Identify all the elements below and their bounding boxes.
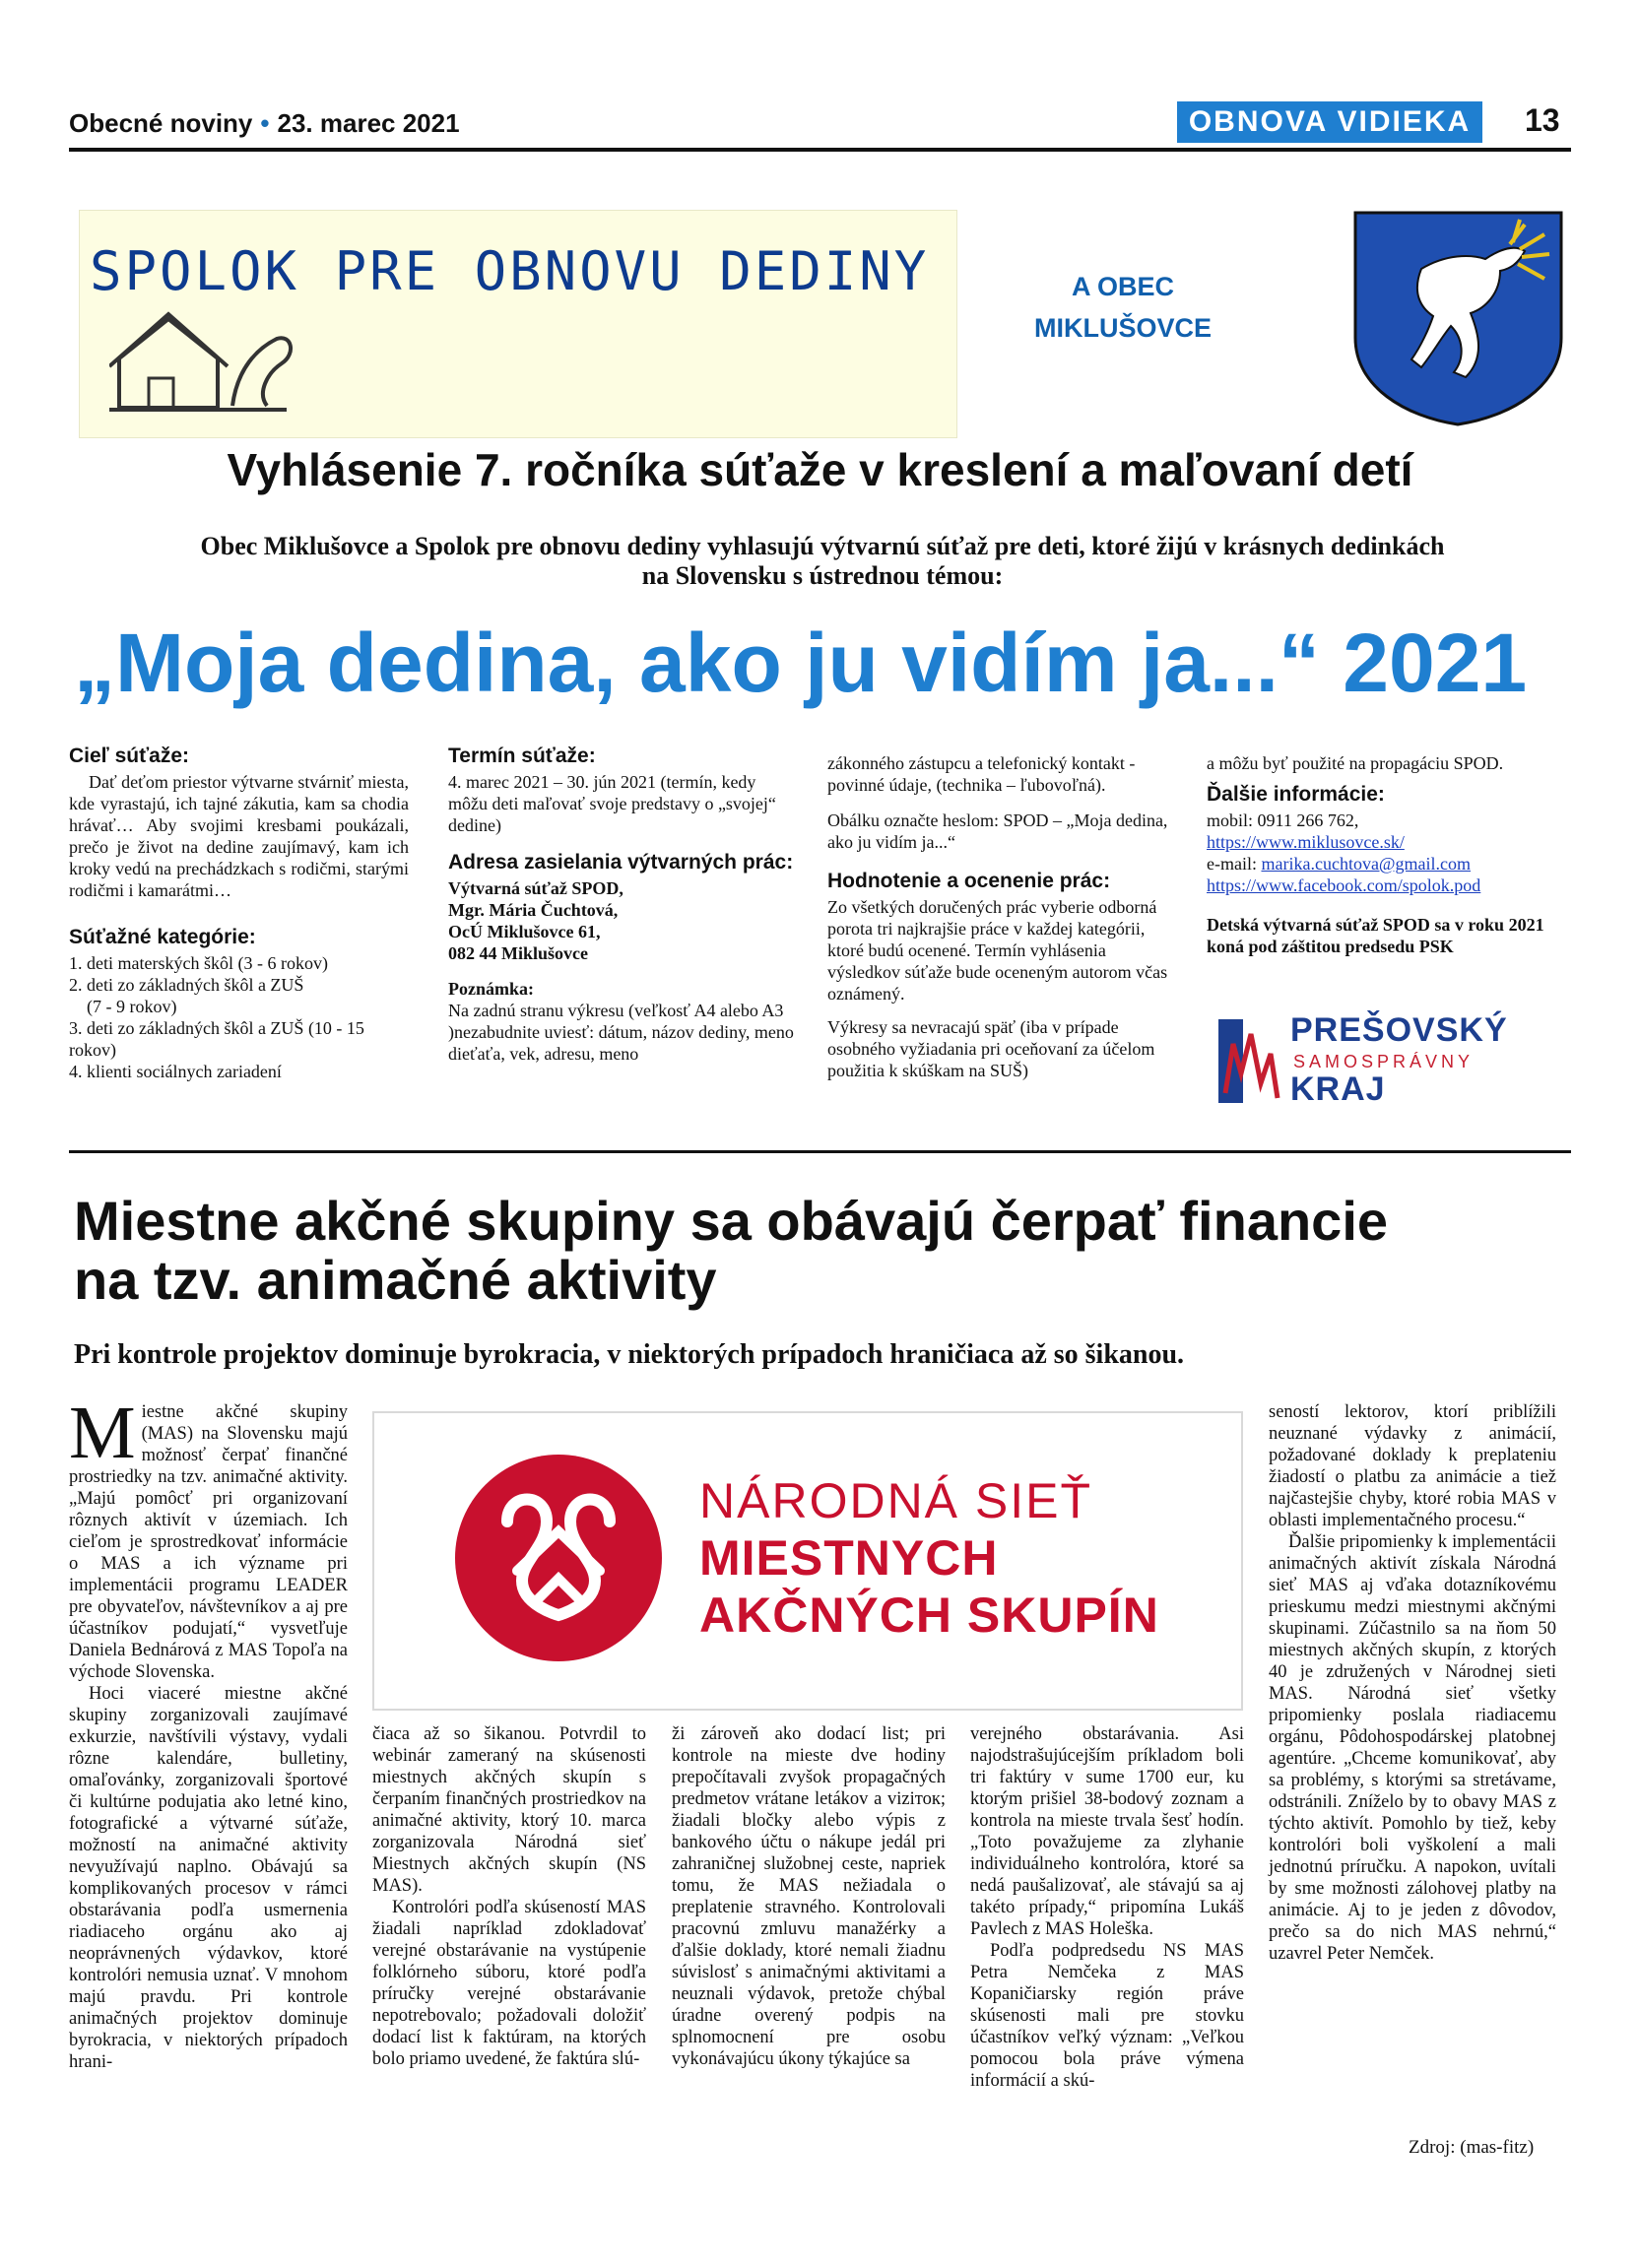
article-paragraph: verejného obstarávania. Asi najodstrašujúcejším príkladom boli tri faktúry v sume 1700 eur, ku ktorým prišiel 38-bodový zoznam a kontrola na mieste trvala šesť hodín. „Toto považujeme za zlyhanie individuálneho kontrolóra, ktoré sa nedá paušalizovať, ale stávajú sa aj takéto prípady,“ pripomína Lukáš Pavlech z MAS Holeška.	[970, 1724, 1244, 1939]
address-line: Výtvarná súťaž SPOD,	[448, 878, 623, 898]
categories-list	[69, 952, 409, 1082]
envelope-text: Obálku označte heslom: SPOD – „Moja dedina, ako ju vidím ja...“	[827, 810, 1168, 852]
note-text: Na zadnú stranu výkresu (veľkosť A4 alebo A3 )nezabudnite uviesť: dátum, názov dediny, meno dieťaťa, vek, adresu, meno	[448, 1001, 794, 1064]
issue-date: 23. marec 2021	[277, 108, 460, 138]
mobile-number: mobil: 0911 266 762,	[1207, 810, 1359, 830]
article-column-5	[1269, 1401, 1556, 1965]
nsmas-logo-line1: NÁRODNÁ SIEŤ	[699, 1473, 1093, 1528]
address-line: Mgr. Mária Čuchtová,	[448, 900, 619, 920]
house-sketch-icon	[109, 299, 306, 427]
psk-emblem-icon	[1214, 1014, 1282, 1108]
nsmas-emblem-icon	[453, 1453, 665, 1664]
eval-heading: Hodnotenie a ocenenie prác:	[827, 870, 1111, 892]
article-subhead: Pri kontrole projektov dominuje byrokracia, v niektorých prípadoch hraničiaca až so šikanou.	[74, 1339, 1185, 1370]
article-paragraph: Kontrolóri podľa skúseností MAS žiadali napríklad zdokladovať verejné obstarávanie na vystúpenie folklórneho súboru, ktoré podľa príručky verejné obstarávanie nepotrebovalo; požadovali doložiť dodací list k faktúram, na ktorých bolo priamo uvedené, že faktúra slú-	[372, 1898, 646, 2069]
separator-dot: •	[260, 108, 270, 138]
eval-text: Zo všetkých doručených prác vyberie odborná porota tri najkrajšie práce v každej kategórii, ktoré budú ocenené. Termín vyhlásenia výsledkov súťaže bude oceneným autorom včas oznámený.	[827, 897, 1168, 1004]
note-continued: zákonného zástupcu a telefonický kontakt - povinné údaje, (technika – ľubovoľná).	[827, 753, 1136, 795]
facebook-link[interactable]: https://www.facebook.com/spolok.pod	[1207, 875, 1481, 895]
section-rule	[69, 1150, 1571, 1153]
category-item: 1. deti materských škôl (3 - 6 rokov)	[69, 953, 328, 973]
psk-logo-line2: SAMOSPRÁVNY	[1293, 1052, 1475, 1071]
obec-line1: A OBEC	[1071, 272, 1174, 301]
article-paragraph: seností lektorov, ktorí priblížili neuznané výdavky z animácií, požadované doklady k preplateniu žiadostí o platbu za animácie a tiež najčastejšie chyby, ktoré robia MAS v oblasti implementačného procesu.“	[1269, 1402, 1556, 1530]
term-heading: Termín súťaže:	[448, 745, 596, 767]
goal-heading: Cieľ súťaže:	[69, 745, 190, 767]
contest-theme: „Moja dedina, ako ju vidím ja...“ 2021	[74, 616, 1528, 709]
headline-line1: Miestne akčné skupiny sa obávajú čerpať financie	[74, 1190, 1389, 1252]
info-column-4	[1207, 752, 1546, 967]
article-column-4	[970, 1723, 1244, 2092]
address-line: 082 44 Miklušovce	[448, 943, 588, 963]
article-paragraph: ži zároveň ako dodací list; pri kontrole na mieste dve hodiny prepočítavali zvyšok propagačných predmetov vrátane letákov a viziток; žiadali bločky alebo výpis z bankového účtu o nákupe jedál pri zahraničnej služobnej ceste, napriek tomu, že MAS nežiadala o preplatenie stravného. Kontrolovali pracovnú zmluvu manažérky a ďalšie doklady, ktoré nemali žiadnu súvislosť s animačnými aktivitami a neuznali výdavok, pretože chýbal úradne overený podpis na splnomocnení pre osobu vykonávajúcu úkony týkajúce sa	[672, 1724, 946, 2069]
article-paragraph: Podľa podpredsedu NS MAS Petra Nemčeka z MAS Kopaničiarsky región práve skúsenosti mali pre stovku účastníkov veľký význam: „Veľkou pomocou bola práve výmena informácií a skú-	[970, 1941, 1244, 2091]
category-item: (7 - 9 rokov)	[87, 997, 177, 1016]
announcement-intro	[118, 532, 1527, 591]
email-label: e-mail:	[1207, 854, 1262, 874]
article-paragraph: čiaca až so šikanou. Potvrdil to webinár zameraný na skúsenosti miestnych akčných skupín s čerpaním finančných prostriedkov na animačné aktivity, ktorý 10. marca zorganizovala Národná sieť Miestnych akčných skupín (NS MAS).	[372, 1724, 646, 1896]
article-source: Zdroj: (mas-fitz)	[1409, 2137, 1535, 2158]
nsmas-logo-line2: MIESTNYCH	[699, 1530, 999, 1586]
info-column-2	[448, 745, 798, 1074]
article-paragraph: iestne akčné skupiny (MAS) na Slovensku majú možnosť čerpať finančné prostriedky na tzv. animačné aktivity. „Majú pomôcť pri organizovaní rôznych aktivít v územiach. Ich cieľom je sprostredkovať informácie o MAS a ich význame pri implementácii programu LEADER pre obyvateľov, návštevníkov a aj pre účastníkov podujatí,“ vysvetľuje Daniela Bednárová z MAS Topoľa na východe Slovenska.	[69, 1402, 348, 1682]
header-rule	[69, 148, 1571, 152]
drop-cap: M	[69, 1392, 136, 1474]
article-column-2	[372, 1723, 646, 2070]
article-column-3	[672, 1723, 946, 2070]
term-text: 4. marec 2021 – 30. jún 2021 (termín, kedy môžu deti maľovať svoje predstavy o „svojej“ dedine)	[448, 772, 776, 835]
masthead	[69, 108, 460, 139]
psk-logo-line1: PREŠOVSKÝ	[1290, 1011, 1508, 1049]
nsmas-logo-box	[372, 1411, 1243, 1711]
announcement-headline: Vyhlásenie 7. ročníka súťaže v kreslení a maľovaní detí	[227, 444, 1413, 495]
info-column-1	[69, 745, 409, 1082]
intro-line1: Obec Miklušovce a Spolok pre obnovu dediny vyhlasujú výtvarnú súťaž pre deti, ktoré žijú v krásnych dedinkách	[200, 532, 1445, 560]
category-item: 3. deti zo základných škôl a ZUŠ (10 - 15 rokov)	[69, 1018, 364, 1060]
obec-line2: MIKLUŠOVCE	[1033, 313, 1212, 343]
intro-line2: na Slovensku s ústrednou témou:	[641, 561, 1004, 590]
section-label: OBNOVA VIDIEKA	[1177, 101, 1482, 143]
article-paragraph: Ďalšie pripomienky k implementácii animačných aktivít získala Národná sieť MAS aj vďaka dotazníkovému prieskumu medzi miestnymi akčnými skupinami. Zúčastnilo sa na ňom 50 miestnych akčných skupín, z ktorých 40 je združených v Národnej sieti MAS. Národná sieť všetky pripomienky poslala riadiacemu orgánu, Pôdohospodárskej platobnej agentúre. „Chceme komunikovať, aby sa problémy, s ktorými sa stretávame, odstránili. Zníželo by to obavy MAS z týchto aktivít. Pomohlo by tiež, keby kontrolóri boli vyškolení a mali jednotnú príručku. A napokon, uvítali by sme možnosti zálohovej platby na animácie. Aj to je jeden z dôvodov, prečo sa do nich MAS nehrnú,“ uzavrel Peter Nemček.	[1269, 1532, 1556, 1964]
article-paragraph: Hoci viaceré miestne akčné skupiny zorganizovali zaujímavé exkurzie, navštívili výstavy, vydali rôzne kalendáre, bulletiny, omaľovánky, zorganizovali športové či kultúrne podujatia ako letné kino, fotografické a výtvarné súťaže, možností na animačné aktivity nevyužívajú naplno. Obávajú sa komplikovaných procesov v rámci obstarávania podľa usmernenia riadiaceho orgánu ako aj neoprávnených výdavkov, ktoré kontrolóri nemusia uznať. V mnohom majú pravdu. Pri kontrole animačných projektov dominuje byrokracia, v niektorých prípadoch hrani-	[69, 1684, 348, 2072]
goal-text: Dať deťom priestor výtvarne stvárniť miesta, kde vyrastajú, ich tajné zákutia, kam sa chodia hrávať… Aby svojimi kresbami poukázali, prečo je život na dedine zaujímavý, kam ich kroky vedú na prechádzkach s rodičmi, starými rodičmi i kamarátmi…	[69, 772, 409, 900]
headline-line2: na tzv. animačné aktivity	[74, 1249, 717, 1311]
website-link[interactable]: https://www.miklusovce.sk/	[1207, 832, 1405, 852]
categories-heading: Súťažné kategórie:	[69, 926, 256, 948]
more-info-heading: Ďalšie informácie:	[1207, 783, 1385, 806]
article-headline	[74, 1192, 1551, 1310]
address-heading: Adresa zasielania výtvarných prác:	[448, 851, 794, 874]
address-line: OcÚ Miklušovce 61,	[448, 922, 601, 941]
category-item: 2. deti zo základných škôl a ZUŠ	[69, 975, 304, 995]
note-heading: Poznámka:	[448, 979, 534, 999]
article-column-1	[69, 1392, 348, 2073]
spod-banner	[79, 210, 957, 438]
page-number: 13	[1525, 102, 1560, 138]
obec-label	[1024, 266, 1221, 349]
info-column-3	[827, 752, 1182, 1091]
publication-name: Obecné noviny	[69, 108, 253, 138]
patronage-note: Detská výtvarná súťaž SPOD sa v roku 2021 koná pod záštitou predsedu PSK	[1207, 915, 1544, 956]
promo-text: a môžu byť použité na propagáciu SPOD.	[1207, 753, 1504, 773]
coat-of-arms-icon	[1352, 210, 1564, 426]
psk-logo-line3: KRAJ	[1290, 1070, 1386, 1108]
banner-title: SPOLOK PRE OBNOVU DEDINY	[90, 240, 930, 302]
return-text: Výkresy sa nevracajú späť (iba v prípade osobného vyžiadania pri oceňovaní za účelom použitia k skúškam na SUŠ)	[827, 1017, 1155, 1080]
email-link[interactable]: marika.cuchtova@gmail.com	[1261, 854, 1471, 874]
category-item: 4. klienti sociálnych zariadení	[69, 1062, 282, 1081]
nsmas-logo-line3: AKČNÝCH SKUPÍN	[699, 1588, 1159, 1643]
